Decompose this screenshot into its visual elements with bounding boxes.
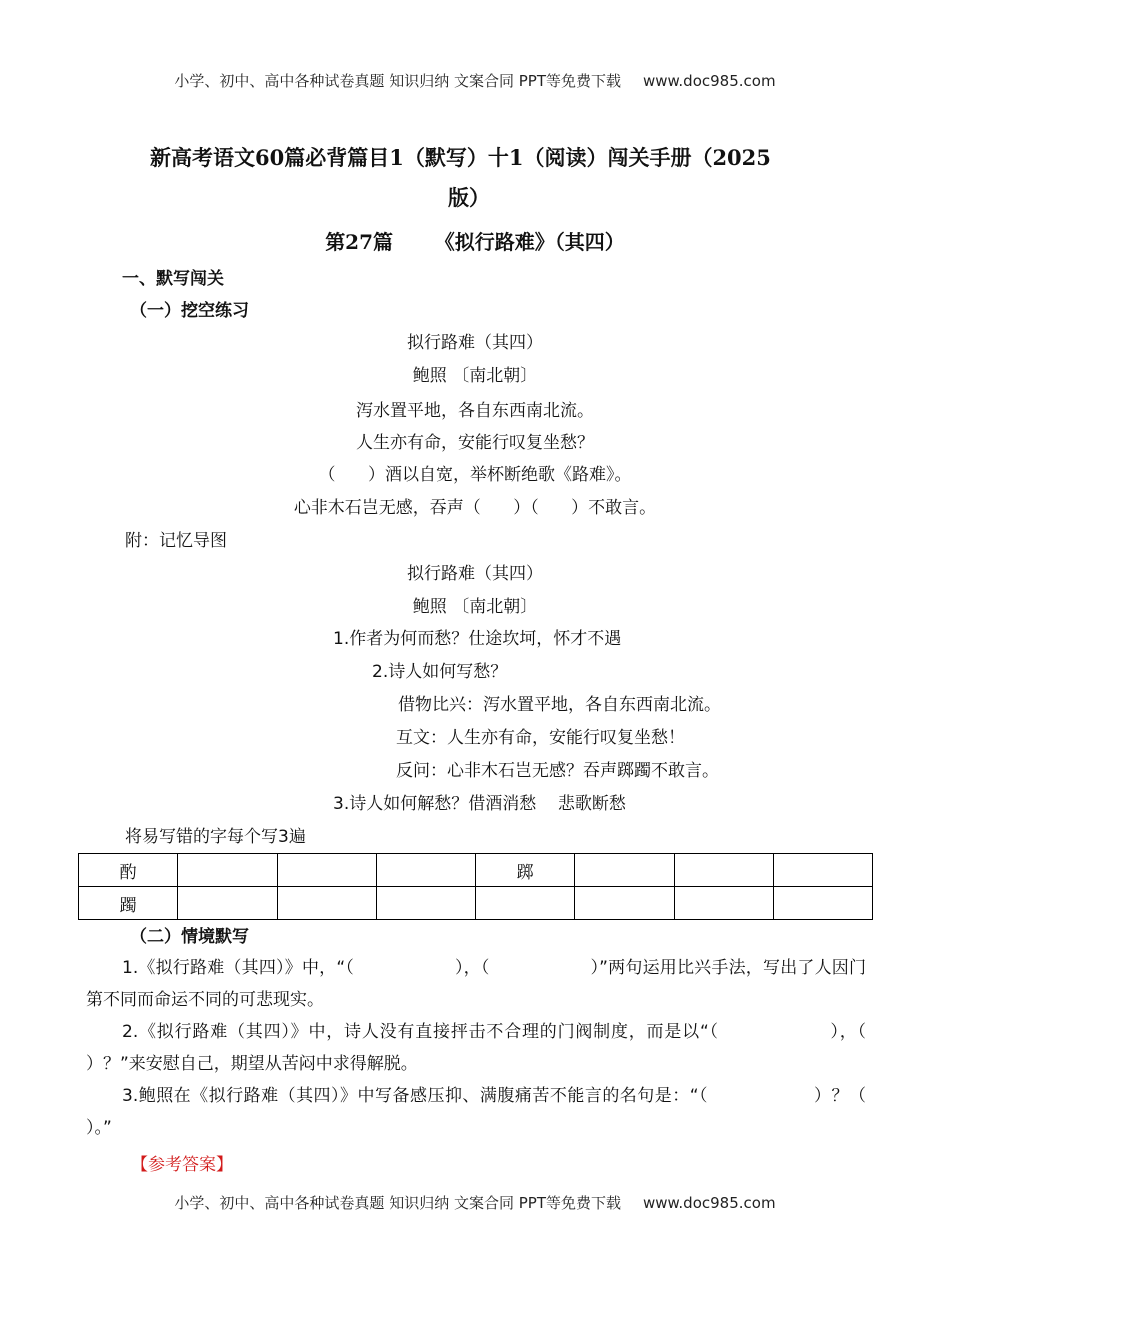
table-cell	[476, 887, 575, 920]
table-cell: 躅	[79, 887, 178, 920]
table-cell	[178, 854, 277, 887]
header-site[interactable]: www.doc985.com	[642, 72, 776, 90]
table-cell	[674, 887, 773, 920]
table-cell	[575, 887, 674, 920]
footer-site[interactable]: www.doc985.com	[642, 1194, 776, 1212]
table-cell	[773, 887, 872, 920]
appendix-label: 附：记忆导图	[125, 531, 227, 551]
doc-subtitle: 第27篇 《拟行路难》（其四）	[325, 230, 625, 254]
poem-line-2: 人生亦有命，安能行叹复坐愁？	[356, 433, 594, 453]
practice-label: 将易写错的字每个写3遍	[125, 827, 306, 847]
poem-author: 鲍照 〔南北朝〕	[412, 366, 538, 386]
mindmap-q2b: 互文：人生亦有命，安能行叹复坐愁！	[396, 728, 685, 748]
practice-table	[78, 853, 873, 920]
table-cell	[575, 854, 674, 887]
section-heading-1-2: （二）情境默写	[130, 927, 249, 947]
answer-label: 【参考答案】	[131, 1155, 233, 1175]
question-1: 1.《拟行路难（其四）》中，“（ ），（ ）”两句运用比兴手法，写出了人因门第不同而命运不同的可悲现实。	[86, 958, 866, 1010]
table-cell	[277, 887, 376, 920]
table-cell: 踯	[476, 854, 575, 887]
poem-line-3: （ ）酒以自宽，举杯断绝歌《路难》。	[318, 465, 632, 485]
mindmap-title: 拟行路难（其四）	[407, 564, 543, 584]
page-footer	[0, 1192, 950, 1213]
mindmap-q2a: 借物比兴：泻水置平地，各自东西南北流。	[398, 695, 721, 715]
table-cell: 酌	[79, 854, 178, 887]
table-cell	[277, 854, 376, 887]
table-cell	[773, 854, 872, 887]
header-text: 小学、初中、高中各种试卷真题 知识归纳 文案合同 PPT等免费下载	[174, 72, 621, 90]
page-header	[0, 70, 950, 91]
doc-title-line1: 新高考语文60篇必背篇目1（默写）十1（阅读）闯关手册（2025	[150, 145, 771, 170]
question-3: 3.鲍照在《拟行路难（其四）》中写备感压抑、满腹痛苦不能言的名句是：“（ ）？（ ）。”	[86, 1086, 964, 1138]
table-cell	[376, 854, 475, 887]
poem-line-4: 心非木石岂无感，吞声（ ）（ ）不敢言。	[293, 498, 657, 518]
table-cell	[376, 887, 475, 920]
poem-title: 拟行路难（其四）	[407, 333, 543, 353]
mindmap-q2c: 反问：心非木石岂无感？吞声踯躅不敢言。	[396, 761, 719, 781]
question-2: 2.《拟行路难（其四）》中，诗人没有直接抨击不合理的门阀制度，而是以“（ ），（ ）？”来安慰自己，期望从苦闷中求得解脱。	[86, 1022, 964, 1074]
table-cell	[674, 854, 773, 887]
footer-text: 小学、初中、高中各种试卷真题 知识归纳 文案合同 PPT等免费下载	[174, 1194, 621, 1212]
doc-title-line2: 版）	[448, 185, 490, 210]
section-heading-1-1: （一）挖空练习	[130, 301, 249, 321]
poem-line-1: 泻水置平地，各自东西南北流。	[356, 401, 594, 421]
section-heading-1: 一、默写闯关	[122, 269, 224, 289]
table-row	[79, 854, 873, 887]
mindmap-q3: 3.诗人如何解愁？借酒消愁 悲歌断愁	[333, 794, 626, 814]
question-list	[86, 952, 964, 1144]
mindmap-author: 鲍照 〔南北朝〕	[412, 597, 538, 617]
table-cell	[178, 887, 277, 920]
mindmap-q1: 1.作者为何而愁？仕途坎坷，怀才不遇	[333, 629, 622, 649]
table-row	[79, 887, 873, 920]
mindmap-q2: 2.诗人如何写愁？	[372, 662, 508, 682]
